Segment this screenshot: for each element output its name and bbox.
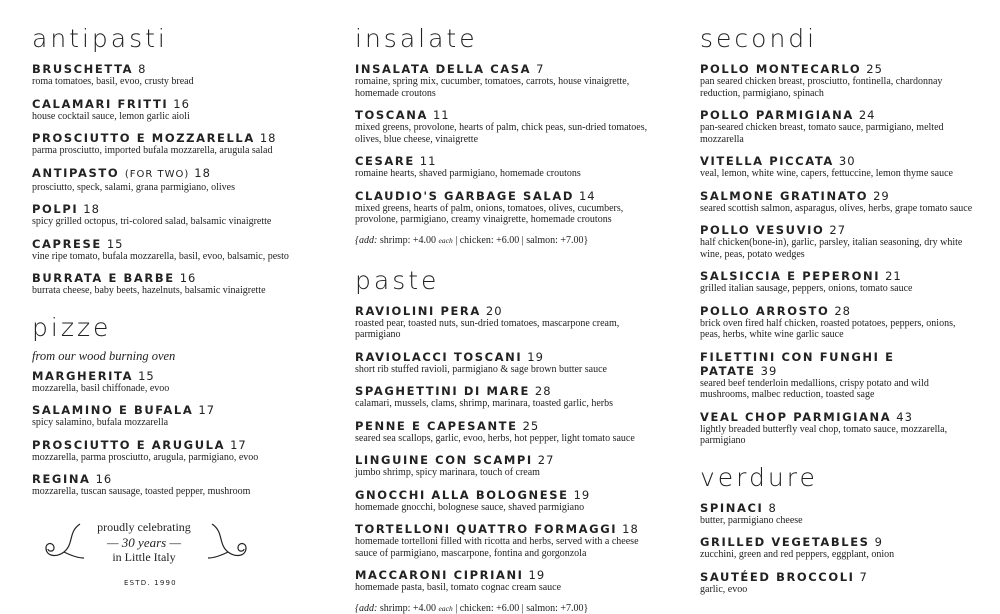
section-title-secondi: secondi	[700, 24, 818, 53]
item-title: SALMONE GRATINATO	[700, 188, 869, 203]
item-price: 11	[419, 154, 437, 168]
section-title-pizze: pizze	[32, 312, 112, 342]
item-price: 25	[522, 418, 540, 433]
menu-item	[355, 62, 655, 99]
item-name	[355, 522, 655, 536]
item-title: POLLO ARROSTO	[700, 303, 830, 318]
menu-item	[32, 97, 302, 123]
item-name	[700, 189, 975, 203]
section-title-paste: paste	[355, 265, 440, 295]
item-title: POLPI	[32, 202, 79, 216]
item-description: romaine, spring mix, cucumber, tomatoes, carrots, house vinaigrette, homemade croutons	[355, 76, 630, 99]
section-title-verdure: verdure	[700, 462, 818, 492]
item-price: 18	[259, 131, 277, 145]
item-title: PENNE E CAPESANTE	[355, 418, 518, 433]
section-title-insalate: insalate	[355, 24, 478, 53]
insalate-list	[355, 62, 655, 226]
insalate-addons	[355, 235, 655, 246]
item-title: ANTIPASTO	[32, 165, 120, 180]
item-title: BRUSCHETTA	[32, 62, 134, 76]
celebration-text	[80, 520, 208, 565]
menu-item	[700, 223, 975, 260]
addons-each: each	[438, 235, 453, 245]
item-description: garlic, evoo	[700, 583, 748, 595]
item-price: 20	[485, 303, 503, 318]
item-name	[700, 570, 975, 584]
item-name	[355, 384, 655, 398]
item-title: TOSCANA	[355, 108, 428, 122]
menu-item	[355, 568, 655, 594]
item-title: MARGHERITA	[32, 368, 134, 383]
item-description: vine ripe tomato, bufala mozzarella, basil, evoo, balsamic, pesto	[32, 250, 289, 262]
menu-item	[355, 350, 655, 376]
item-description: pan-seared chicken breast, tomato sauce, parmigiano, melted mozzarella	[700, 122, 944, 145]
menu-item	[700, 304, 975, 341]
item-name	[355, 350, 655, 364]
item-price: 14	[578, 188, 596, 203]
item-description: mixed greens, hearts of palm, onions, tomatoes, olives, cucumbers, provolone, parmigiano, creamy vinaigrette, homemade croutons	[355, 202, 624, 225]
item-description: seared beef tenderloin medallions, crispy potato and wild mushrooms, malbec reduction, toasted sage	[700, 377, 929, 400]
item-price: 9	[874, 535, 883, 549]
item-description: spicy grilled octopus, tri-colored salad, balsamic vinaigrette	[32, 216, 272, 227]
menu-item	[32, 438, 302, 464]
menu-item	[700, 501, 975, 527]
item-description: grilled italian sausage, peppers, onions, tomato sauce	[700, 283, 913, 294]
item-description: mozzarella, parma prosciutto, arugula, parmigiano, evoo	[32, 451, 259, 463]
menu-item	[700, 570, 975, 596]
item-description: parma prosciutto, imported bufala mozzarella, arugula salad	[32, 145, 273, 156]
item-description: seared sea scallops, garlic, evoo, herbs, hot pepper, light tomato sauce	[355, 432, 635, 444]
verdure-list	[700, 501, 975, 596]
left-flourish-icon	[40, 522, 84, 568]
item-title: RAVIOLACCI TOSCANI	[355, 349, 523, 364]
item-price: 16	[179, 271, 197, 285]
item-price: 19	[527, 349, 544, 364]
item-name	[700, 410, 975, 424]
item-price: 27	[829, 223, 847, 237]
item-title: INSALATA DELLA CASA	[355, 62, 532, 76]
item-price: 29	[873, 188, 890, 203]
item-name	[355, 189, 655, 203]
item-title: SAUTÉED BROCCOLI	[700, 569, 855, 584]
item-description: brick oven fired half chicken, roasted potatoes, peppers, onions, peas, herbs, white wine garlic sauce	[700, 317, 956, 340]
addons-label: {add:	[355, 234, 378, 246]
menu-item	[355, 453, 655, 479]
item-name	[700, 154, 975, 168]
item-description: spicy salamino, bufala mozzarella	[32, 417, 169, 428]
item-name	[32, 472, 302, 486]
item-name	[32, 271, 302, 285]
item-description: calamari, mussels, clams, shrimp, marinara, toasted garlic, herbs	[355, 398, 613, 409]
right-flourish-icon	[208, 522, 252, 568]
menu-item	[355, 189, 655, 226]
item-price: 15	[138, 368, 155, 383]
item-name	[700, 223, 975, 237]
item-note: (FOR TWO)	[124, 168, 190, 180]
addons-label: {add:	[355, 602, 378, 614]
item-price: 19	[528, 568, 546, 582]
menu-item	[32, 62, 302, 88]
item-title: TORTELLONI QUATTRO FORMAGGI	[355, 522, 618, 536]
section-title-antipasti: antipasti	[32, 24, 168, 53]
item-price: 8	[768, 500, 777, 515]
item-name	[32, 62, 302, 76]
item-price: 16	[173, 96, 190, 111]
menu-item	[700, 410, 975, 447]
item-price: 43	[896, 409, 913, 424]
menu-item	[700, 62, 975, 99]
item-title: RAVIOLINI PERA	[355, 303, 481, 318]
item-name	[700, 108, 975, 122]
item-title: SPAGHETTINI DI MARE	[355, 384, 530, 398]
item-description: house cocktail sauce, lemon garlic aioli	[32, 110, 190, 122]
item-title: PROSCIUTTO E ARUGULA	[32, 437, 226, 452]
menu-item	[355, 304, 655, 341]
menu-item	[355, 419, 655, 445]
item-title: CALAMARI FRITTI	[32, 96, 169, 111]
item-title: VITELLA PICCATA	[700, 154, 834, 168]
celebration-emblem	[40, 520, 248, 572]
item-name	[32, 438, 302, 452]
menu-item	[700, 350, 975, 401]
item-title: CAPRESE	[32, 236, 102, 251]
item-name	[700, 350, 975, 378]
addons-shrimp: shrimp: +4.00	[379, 234, 437, 246]
item-description: homemade gnocchi, bolognese sauce, shaved parmigiano	[355, 501, 585, 513]
menu-item	[700, 535, 975, 561]
item-name	[355, 62, 655, 76]
item-description: lightly breaded butterfly veal chop, tomato sauce, mozzarella, parmigiano	[700, 423, 948, 446]
item-title: GRILLED VEGETABLES	[700, 535, 870, 549]
menu-item	[32, 131, 302, 157]
item-title: SALSICCIA E PEPERONI	[700, 269, 881, 283]
item-name	[355, 419, 655, 433]
item-title: LINGUINE CON SCAMPI	[355, 453, 533, 467]
menu-item	[700, 269, 975, 295]
paste-addons	[355, 603, 655, 614]
menu-item	[32, 202, 302, 228]
addons-each: each	[438, 603, 453, 613]
pizze-list	[32, 369, 302, 498]
column-middle	[355, 22, 655, 614]
item-title: VEAL CHOP PARMIGIANA	[700, 409, 892, 424]
item-name	[355, 488, 655, 502]
column-right	[700, 22, 975, 604]
item-description: roasted pear, toasted nuts, sun-dried tomatoes, mascarpone cream, parmigiano	[355, 317, 620, 340]
pizze-subtitle: from our wood burning oven	[32, 348, 176, 363]
menu-item	[700, 189, 975, 215]
item-description: seared scottish salmon, asparagus, olives, herbs, grape tomato sauce	[700, 202, 973, 214]
item-price: 25	[866, 62, 883, 76]
item-price: 39	[760, 363, 778, 378]
item-description: roma tomatoes, basil, evoo, crusty bread	[32, 76, 194, 87]
addons-rest: | chicken: +6.00 | salmon: +7.00}	[455, 234, 589, 246]
item-title: POLLO MONTECARLO	[700, 62, 862, 76]
item-title: POLLO VESUVIO	[700, 223, 825, 237]
item-name	[700, 62, 975, 76]
item-title: FILETTINI CON FUNGHI E PATATE	[700, 349, 895, 378]
item-price: 16	[95, 472, 113, 486]
menu-item	[700, 108, 975, 145]
item-name	[32, 403, 302, 417]
item-name	[32, 131, 302, 145]
item-name	[355, 108, 655, 122]
item-name	[32, 97, 302, 111]
item-name	[700, 501, 975, 515]
item-price: 17	[230, 437, 247, 452]
item-description: half chicken(bone-in), garlic, parsley, italian seasoning, dry white wine, peas, potato wedges	[700, 237, 963, 260]
item-name	[700, 269, 975, 283]
item-description: homemade pasta, basil, tomato cognac cream sauce	[355, 582, 562, 593]
item-price: 15	[106, 236, 124, 251]
item-price: 17	[198, 403, 216, 417]
item-description: jumbo shrimp, spicy marinara, touch of cream	[355, 467, 540, 478]
secondi-list	[700, 62, 975, 447]
addons-rest: | chicken: +6.00 | salmon: +7.00}	[455, 602, 589, 614]
menu-item	[700, 154, 975, 180]
item-price: 7	[536, 62, 545, 76]
item-name	[32, 202, 302, 216]
item-description: butter, parmigiano cheese	[700, 514, 803, 526]
addons-shrimp: shrimp: +4.00	[379, 602, 437, 614]
menu-item	[32, 369, 302, 395]
item-title: CESARE	[355, 154, 415, 168]
antipasti-list	[32, 62, 302, 297]
item-name	[355, 304, 655, 318]
item-price: 24	[858, 108, 876, 122]
item-name	[355, 568, 655, 582]
item-name	[32, 369, 302, 383]
item-price: 28	[834, 303, 851, 318]
item-description: mozzarella, basil chiffonade, evoo	[32, 382, 170, 394]
item-title: MACCARONI CIPRIANI	[355, 568, 524, 582]
item-description: pan seared chicken breast, prosciutto, fontinella, chardonnay reduction, parmigiano, spinach	[700, 76, 943, 99]
celebration-line3: in Little Italy	[112, 550, 176, 564]
column-left	[32, 22, 302, 507]
item-name	[700, 304, 975, 318]
celebration-line2: — 30 years —	[106, 535, 182, 550]
menu-item	[32, 166, 302, 194]
celebration-line1: proudly celebrating	[97, 520, 191, 534]
item-description: burrata cheese, baby beets, hazelnuts, balsamic vinaigrette	[32, 285, 266, 296]
item-description: romaine hearts, shaved parmigiano, homemade croutons	[355, 168, 581, 179]
item-price: 21	[885, 269, 902, 283]
item-price: 28	[534, 384, 552, 398]
item-title: GNOCCHI ALLA BOLOGNESE	[355, 487, 569, 502]
menu-item	[32, 271, 302, 297]
item-description: zucchini, green and red peppers, eggplant, onion	[700, 549, 895, 560]
item-title: SALAMINO E BUFALA	[32, 403, 194, 417]
item-title: PROSCIUTTO E MOZZARELLA	[32, 131, 255, 145]
item-title: BURRATA E BARBE	[32, 271, 175, 285]
item-name	[32, 237, 302, 251]
item-name	[355, 453, 655, 467]
item-name	[700, 535, 975, 549]
item-price: 18	[194, 165, 211, 180]
item-name	[355, 154, 655, 168]
item-title: SPINACI	[700, 500, 764, 515]
item-title: CLAUDIO'S GARBAGE SALAD	[355, 188, 574, 203]
item-title: REGINA	[32, 472, 91, 486]
menu-item	[355, 488, 655, 514]
menu-item	[355, 154, 655, 180]
item-price: 18	[622, 522, 639, 536]
item-price: 7	[859, 569, 868, 584]
item-description: veal, lemon, white wine, capers, fettuccine, lemon thyme sauce	[700, 168, 953, 179]
menu-item	[355, 108, 655, 145]
menu-item	[355, 522, 655, 559]
menu-item	[32, 403, 302, 429]
item-description: short rib stuffed ravioli, parmigiano & sage brown butter sauce	[355, 363, 607, 375]
item-description: mixed greens, provolone, hearts of palm, chick peas, sun-dried tomatoes, olives, blue cheese, vinaigrette	[355, 122, 648, 145]
menu-item	[355, 384, 655, 410]
item-title: POLLO PARMIGIANA	[700, 108, 854, 122]
item-price: 11	[432, 108, 450, 122]
item-description: prosciutto, speck, salami, grana parmigiano, olives	[32, 181, 236, 193]
menu-item	[32, 237, 302, 263]
item-description: homemade tortelloni filled with ricotta and herbs, served with a cheese sauce of parmigiano, mascarpone, fontina and gorgonzola	[355, 536, 639, 559]
item-price: 30	[838, 154, 856, 168]
item-price: 8	[138, 62, 147, 76]
item-name	[32, 166, 302, 182]
paste-list	[355, 304, 655, 594]
item-price: 27	[537, 453, 555, 467]
item-price: 18	[83, 202, 100, 216]
item-description: mozzarella, tuscan sausage, toasted pepper, mushroom	[32, 486, 251, 497]
item-price: 19	[573, 487, 591, 502]
menu-item	[32, 472, 302, 498]
established-date: ESTD. 1990	[124, 579, 177, 587]
